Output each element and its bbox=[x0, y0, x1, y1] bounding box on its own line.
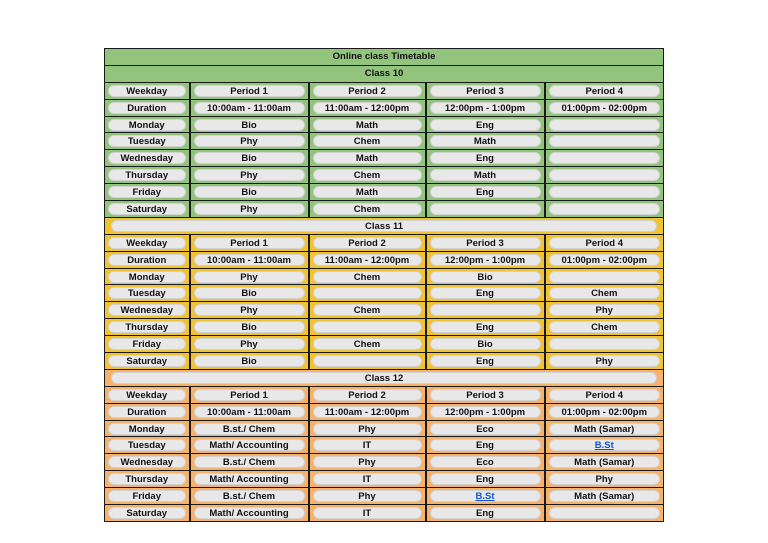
subject-label: 11:00am - 12:00pm bbox=[313, 102, 422, 114]
period-cell[interactable] bbox=[190, 116, 309, 133]
weekday-label: Weekday bbox=[108, 389, 186, 401]
subject-label bbox=[430, 203, 541, 215]
subject-label: Period 4 bbox=[549, 389, 661, 401]
subject-label: Bio bbox=[194, 119, 305, 131]
subject-label: Chem bbox=[313, 169, 422, 181]
period-cell[interactable] bbox=[545, 285, 664, 302]
subject-label: Period 3 bbox=[430, 85, 541, 97]
period-cell[interactable] bbox=[545, 420, 664, 437]
subject-label: Eng bbox=[430, 355, 541, 367]
period-cell[interactable] bbox=[545, 437, 664, 454]
period-cell[interactable] bbox=[426, 505, 545, 522]
timetable-body bbox=[105, 49, 664, 522]
duration-row bbox=[105, 99, 664, 116]
subject-label: Math bbox=[313, 152, 422, 164]
period-cell[interactable] bbox=[426, 353, 545, 370]
period-cell[interactable] bbox=[190, 336, 309, 353]
period-cell[interactable] bbox=[309, 302, 426, 319]
subject-label: 10:00am - 11:00am bbox=[194, 254, 305, 266]
subject-label: Bio bbox=[430, 271, 541, 283]
period-cell[interactable] bbox=[190, 471, 309, 488]
weekday-label: Saturday bbox=[108, 507, 186, 519]
period-cell[interactable] bbox=[309, 319, 426, 336]
weekday-label: Saturday bbox=[108, 355, 186, 367]
period-cell[interactable] bbox=[426, 336, 545, 353]
section-header-row bbox=[105, 369, 664, 386]
subject-label: 12:00pm - 1:00pm bbox=[430, 406, 541, 418]
subject-label: Chem bbox=[313, 135, 422, 147]
period-cell[interactable] bbox=[426, 251, 545, 268]
weekday-label: Wednesday bbox=[108, 304, 186, 316]
period-cell[interactable] bbox=[309, 437, 426, 454]
subject-label: Chem bbox=[549, 321, 661, 333]
subject-label: B.st./ Chem bbox=[194, 423, 305, 435]
period-cell[interactable] bbox=[190, 201, 309, 218]
subject-label: 10:00am - 11:00am bbox=[194, 406, 305, 418]
subject-label: B.st./ Chem bbox=[194, 490, 305, 502]
weekday-cell[interactable] bbox=[105, 437, 190, 454]
subject-label: Math/ Accounting bbox=[194, 439, 305, 451]
column-header-row bbox=[105, 386, 664, 403]
period-cell[interactable] bbox=[309, 353, 426, 370]
weekday-label: Monday bbox=[108, 271, 186, 283]
weekday-label: Duration bbox=[108, 406, 186, 418]
period-cell[interactable] bbox=[309, 336, 426, 353]
period-cell[interactable] bbox=[309, 420, 426, 437]
column-header-row bbox=[105, 234, 664, 251]
period-cell[interactable] bbox=[190, 420, 309, 437]
weekday-label: Wednesday bbox=[108, 456, 186, 468]
period-cell[interactable] bbox=[545, 150, 664, 167]
period-cell[interactable] bbox=[309, 251, 426, 268]
table-row bbox=[105, 505, 664, 522]
subject-label: Eng bbox=[430, 186, 541, 198]
subject-label: Chem bbox=[549, 287, 661, 299]
period-cell[interactable] bbox=[545, 302, 664, 319]
period-cell[interactable] bbox=[426, 437, 545, 454]
subject-label: Bio bbox=[194, 287, 305, 299]
section-header-row bbox=[105, 217, 664, 234]
subject-label: Phy bbox=[194, 135, 305, 147]
subject-label: Phy bbox=[313, 423, 422, 435]
weekday-cell[interactable] bbox=[105, 386, 190, 403]
table-row bbox=[105, 116, 664, 133]
period-cell[interactable] bbox=[426, 454, 545, 471]
section-header-cell[interactable] bbox=[105, 217, 664, 234]
subject-label bbox=[549, 152, 661, 164]
period-cell[interactable] bbox=[190, 234, 309, 251]
period-cell[interactable] bbox=[309, 488, 426, 505]
period-cell[interactable] bbox=[190, 403, 309, 420]
weekday-cell[interactable] bbox=[105, 336, 190, 353]
period-cell[interactable] bbox=[545, 403, 664, 420]
subject-label: Chem bbox=[313, 338, 422, 350]
period-cell[interactable] bbox=[309, 386, 426, 403]
period-cell[interactable] bbox=[190, 251, 309, 268]
column-header-row bbox=[105, 82, 664, 99]
subject-label: Eco bbox=[430, 423, 541, 435]
subject-label: Math (Samar) bbox=[549, 456, 661, 468]
subject-label bbox=[549, 119, 661, 131]
period-cell[interactable] bbox=[426, 471, 545, 488]
period-cell[interactable] bbox=[309, 82, 426, 99]
period-cell[interactable] bbox=[190, 454, 309, 471]
period-cell[interactable] bbox=[309, 471, 426, 488]
subject-label: Chem bbox=[313, 271, 422, 283]
weekday-cell[interactable] bbox=[105, 319, 190, 336]
subject-label: 12:00pm - 1:00pm bbox=[430, 102, 541, 114]
period-cell[interactable] bbox=[545, 336, 664, 353]
period-cell[interactable] bbox=[426, 234, 545, 251]
period-cell[interactable] bbox=[545, 133, 664, 150]
period-cell[interactable] bbox=[190, 150, 309, 167]
weekday-cell[interactable] bbox=[105, 167, 190, 184]
subject-label bbox=[549, 507, 661, 519]
subject-label: Phy bbox=[549, 355, 661, 367]
section-header-row bbox=[105, 65, 664, 82]
weekday-label: Monday bbox=[108, 423, 186, 435]
weekday-label: Weekday bbox=[108, 85, 186, 97]
period-cell[interactable] bbox=[545, 505, 664, 522]
period-cell[interactable] bbox=[545, 82, 664, 99]
period-cell[interactable] bbox=[309, 403, 426, 420]
subject-label bbox=[549, 338, 661, 350]
subject-label: Phy bbox=[194, 271, 305, 283]
section-header-cell[interactable] bbox=[105, 65, 664, 82]
period-cell[interactable] bbox=[545, 386, 664, 403]
subject-label: IT bbox=[313, 439, 422, 451]
weekday-label: Thursday bbox=[108, 473, 186, 485]
subject-label bbox=[313, 287, 422, 299]
weekday-label: Thursday bbox=[108, 321, 186, 333]
table-row bbox=[105, 268, 664, 285]
subject-label: Bio bbox=[194, 152, 305, 164]
subject-label: IT bbox=[313, 473, 422, 485]
period-cell[interactable] bbox=[545, 251, 664, 268]
period-cell[interactable] bbox=[426, 268, 545, 285]
subject-label bbox=[430, 490, 541, 502]
weekday-cell[interactable] bbox=[105, 471, 190, 488]
subject-label: 11:00am - 12:00pm bbox=[313, 254, 422, 266]
period-cell[interactable] bbox=[190, 184, 309, 201]
subject-label bbox=[430, 304, 541, 316]
table-row bbox=[105, 285, 664, 302]
period-cell[interactable] bbox=[545, 488, 664, 505]
period-cell[interactable] bbox=[309, 201, 426, 218]
period-cell[interactable] bbox=[190, 285, 309, 302]
weekday-cell[interactable] bbox=[105, 505, 190, 522]
subject-label: Eng bbox=[430, 473, 541, 485]
weekday-cell[interactable] bbox=[105, 420, 190, 437]
period-cell[interactable] bbox=[190, 353, 309, 370]
period-cell[interactable] bbox=[426, 403, 545, 420]
subject-label: Phy bbox=[194, 338, 305, 350]
subject-link[interactable]: B.St bbox=[594, 440, 614, 452]
subject-label: Math bbox=[430, 169, 541, 181]
weekday-label: Wednesday bbox=[108, 152, 186, 164]
period-cell[interactable] bbox=[426, 319, 545, 336]
period-cell[interactable] bbox=[426, 82, 545, 99]
subject-label bbox=[313, 321, 422, 333]
period-cell[interactable] bbox=[309, 505, 426, 522]
subject-label bbox=[549, 186, 661, 198]
period-cell[interactable] bbox=[309, 268, 426, 285]
period-cell[interactable] bbox=[545, 454, 664, 471]
period-cell[interactable] bbox=[545, 167, 664, 184]
period-cell[interactable] bbox=[309, 150, 426, 167]
subject-label: Period 4 bbox=[549, 85, 661, 97]
period-cell[interactable] bbox=[309, 234, 426, 251]
subject-label: Period 1 bbox=[194, 389, 305, 401]
subject-label: Math/ Accounting bbox=[194, 507, 305, 519]
period-cell[interactable] bbox=[426, 116, 545, 133]
period-cell[interactable] bbox=[545, 116, 664, 133]
subject-label bbox=[549, 169, 661, 181]
subject-label bbox=[549, 203, 661, 215]
subject-label bbox=[549, 135, 661, 147]
weekday-cell[interactable] bbox=[105, 201, 190, 218]
duration-row bbox=[105, 403, 664, 420]
section-label: Class 10 bbox=[364, 67, 404, 79]
section-header-cell[interactable] bbox=[105, 369, 664, 386]
timetable-sheet bbox=[104, 48, 664, 522]
subject-label: Math (Samar) bbox=[549, 423, 661, 435]
table-row bbox=[105, 420, 664, 437]
subject-label: Eng bbox=[430, 439, 541, 451]
subject-label: Math (Samar) bbox=[549, 490, 661, 502]
subject-label: Eng bbox=[430, 152, 541, 164]
table-row bbox=[105, 353, 664, 370]
subject-label: Eng bbox=[430, 507, 541, 519]
weekday-cell[interactable] bbox=[105, 133, 190, 150]
subject-label: Period 1 bbox=[194, 85, 305, 97]
subject-label: Phy bbox=[313, 456, 422, 468]
weekday-cell[interactable] bbox=[105, 184, 190, 201]
table-row bbox=[105, 167, 664, 184]
period-cell[interactable] bbox=[426, 133, 545, 150]
weekday-label: Friday bbox=[108, 186, 186, 198]
period-cell[interactable] bbox=[309, 184, 426, 201]
period-cell[interactable] bbox=[309, 99, 426, 116]
period-cell[interactable] bbox=[545, 99, 664, 116]
table-row bbox=[105, 471, 664, 488]
period-cell[interactable] bbox=[426, 420, 545, 437]
subject-label: Phy bbox=[194, 304, 305, 316]
weekday-cell[interactable] bbox=[105, 488, 190, 505]
weekday-cell[interactable] bbox=[105, 150, 190, 167]
title-row bbox=[105, 49, 664, 66]
period-cell[interactable] bbox=[545, 319, 664, 336]
period-cell[interactable] bbox=[545, 201, 664, 218]
period-cell[interactable] bbox=[545, 234, 664, 251]
weekday-cell[interactable] bbox=[105, 268, 190, 285]
table-row bbox=[105, 201, 664, 218]
weekday-cell[interactable] bbox=[105, 234, 190, 251]
weekday-cell[interactable] bbox=[105, 302, 190, 319]
subject-label: Chem bbox=[313, 304, 422, 316]
subject-label: 10:00am - 11:00am bbox=[194, 102, 305, 114]
weekday-label: Friday bbox=[108, 490, 186, 502]
subject-label: Phy bbox=[549, 473, 661, 485]
period-cell[interactable] bbox=[426, 488, 545, 505]
subject-label: Period 3 bbox=[430, 389, 541, 401]
period-cell[interactable] bbox=[426, 99, 545, 116]
weekday-label: Weekday bbox=[108, 237, 186, 249]
timetable-title-cell[interactable] bbox=[105, 49, 664, 66]
period-cell[interactable] bbox=[426, 285, 545, 302]
subject-label: Period 2 bbox=[313, 85, 422, 97]
subject-label: IT bbox=[313, 507, 422, 519]
subject-label: Period 3 bbox=[430, 237, 541, 249]
subject-label: Phy bbox=[549, 304, 661, 316]
subject-label: Phy bbox=[194, 169, 305, 181]
period-cell[interactable] bbox=[190, 99, 309, 116]
period-cell[interactable] bbox=[309, 285, 426, 302]
subject-label: Period 2 bbox=[313, 389, 422, 401]
section-label: Class 11 bbox=[111, 220, 657, 232]
subject-label: Bio bbox=[194, 186, 305, 198]
period-cell[interactable] bbox=[545, 184, 664, 201]
table-row bbox=[105, 488, 664, 505]
weekday-label: Thursday bbox=[108, 169, 186, 181]
period-cell[interactable] bbox=[426, 386, 545, 403]
table-row bbox=[105, 336, 664, 353]
weekday-cell[interactable] bbox=[105, 251, 190, 268]
subject-label: Math bbox=[313, 186, 422, 198]
table-row bbox=[105, 150, 664, 167]
weekday-label: Tuesday bbox=[108, 287, 186, 299]
period-cell[interactable] bbox=[190, 82, 309, 99]
period-cell[interactable] bbox=[190, 302, 309, 319]
subject-label: Chem bbox=[313, 203, 422, 215]
period-cell[interactable] bbox=[190, 505, 309, 522]
subject-label: Math bbox=[313, 119, 422, 131]
weekday-cell[interactable] bbox=[105, 403, 190, 420]
subject-label: Math bbox=[430, 135, 541, 147]
subject-label: 01:00pm - 02:00pm bbox=[549, 406, 661, 418]
subject-label: Phy bbox=[194, 203, 305, 215]
weekday-cell[interactable] bbox=[105, 116, 190, 133]
period-cell[interactable] bbox=[190, 386, 309, 403]
weekday-cell[interactable] bbox=[105, 353, 190, 370]
subject-label: 01:00pm - 02:00pm bbox=[549, 102, 661, 114]
duration-row bbox=[105, 251, 664, 268]
subject-label: Period 2 bbox=[313, 237, 422, 249]
period-cell[interactable] bbox=[190, 167, 309, 184]
subject-label: 11:00am - 12:00pm bbox=[313, 406, 422, 418]
weekday-cell[interactable] bbox=[105, 285, 190, 302]
subject-label: B.st./ Chem bbox=[194, 456, 305, 468]
weekday-label: Friday bbox=[108, 338, 186, 350]
subject-label: Phy bbox=[313, 490, 422, 502]
table-row bbox=[105, 437, 664, 454]
weekday-label: Duration bbox=[108, 254, 186, 266]
period-cell[interactable] bbox=[426, 150, 545, 167]
period-cell[interactable] bbox=[545, 471, 664, 488]
period-cell[interactable] bbox=[426, 302, 545, 319]
weekday-label: Duration bbox=[108, 102, 186, 114]
subject-label: Eng bbox=[430, 287, 541, 299]
table-row bbox=[105, 319, 664, 336]
period-cell[interactable] bbox=[545, 353, 664, 370]
subject-label: Period 4 bbox=[549, 237, 661, 249]
subject-label bbox=[313, 355, 422, 367]
subject-label: 12:00pm - 1:00pm bbox=[430, 254, 541, 266]
subject-label: Eng bbox=[430, 119, 541, 131]
period-cell[interactable] bbox=[190, 488, 309, 505]
period-cell[interactable] bbox=[309, 116, 426, 133]
subject-label bbox=[549, 271, 661, 283]
weekday-label: Tuesday bbox=[108, 439, 186, 451]
timetable-title: Online class Timetable bbox=[332, 50, 436, 62]
period-cell[interactable] bbox=[190, 437, 309, 454]
subject-label: Math/ Accounting bbox=[194, 473, 305, 485]
period-cell[interactable] bbox=[190, 133, 309, 150]
subject-link[interactable]: B.St bbox=[475, 491, 495, 503]
subject-label bbox=[549, 439, 661, 451]
subject-label: Bio bbox=[194, 321, 305, 333]
weekday-cell[interactable] bbox=[105, 82, 190, 99]
subject-label: 01:00pm - 02:00pm bbox=[549, 254, 661, 266]
table-row bbox=[105, 454, 664, 471]
subject-label: Bio bbox=[194, 355, 305, 367]
weekday-cell[interactable] bbox=[105, 454, 190, 471]
period-cell[interactable] bbox=[190, 319, 309, 336]
subject-label: Bio bbox=[430, 338, 541, 350]
weekday-label: Monday bbox=[108, 119, 186, 131]
weekday-cell[interactable] bbox=[105, 99, 190, 116]
weekday-label: Tuesday bbox=[108, 135, 186, 147]
subject-label: Period 1 bbox=[194, 237, 305, 249]
period-cell[interactable] bbox=[426, 201, 545, 218]
subject-label: Eco bbox=[430, 456, 541, 468]
period-cell[interactable] bbox=[309, 454, 426, 471]
section-label: Class 12 bbox=[111, 372, 657, 384]
period-cell[interactable] bbox=[426, 167, 545, 184]
table-row bbox=[105, 302, 664, 319]
weekday-label: Saturday bbox=[108, 203, 186, 215]
table-row bbox=[105, 184, 664, 201]
period-cell[interactable] bbox=[426, 184, 545, 201]
period-cell[interactable] bbox=[545, 268, 664, 285]
period-cell[interactable] bbox=[309, 167, 426, 184]
period-cell[interactable] bbox=[309, 133, 426, 150]
subject-label: Eng bbox=[430, 321, 541, 333]
period-cell[interactable] bbox=[190, 268, 309, 285]
table-row bbox=[105, 133, 664, 150]
